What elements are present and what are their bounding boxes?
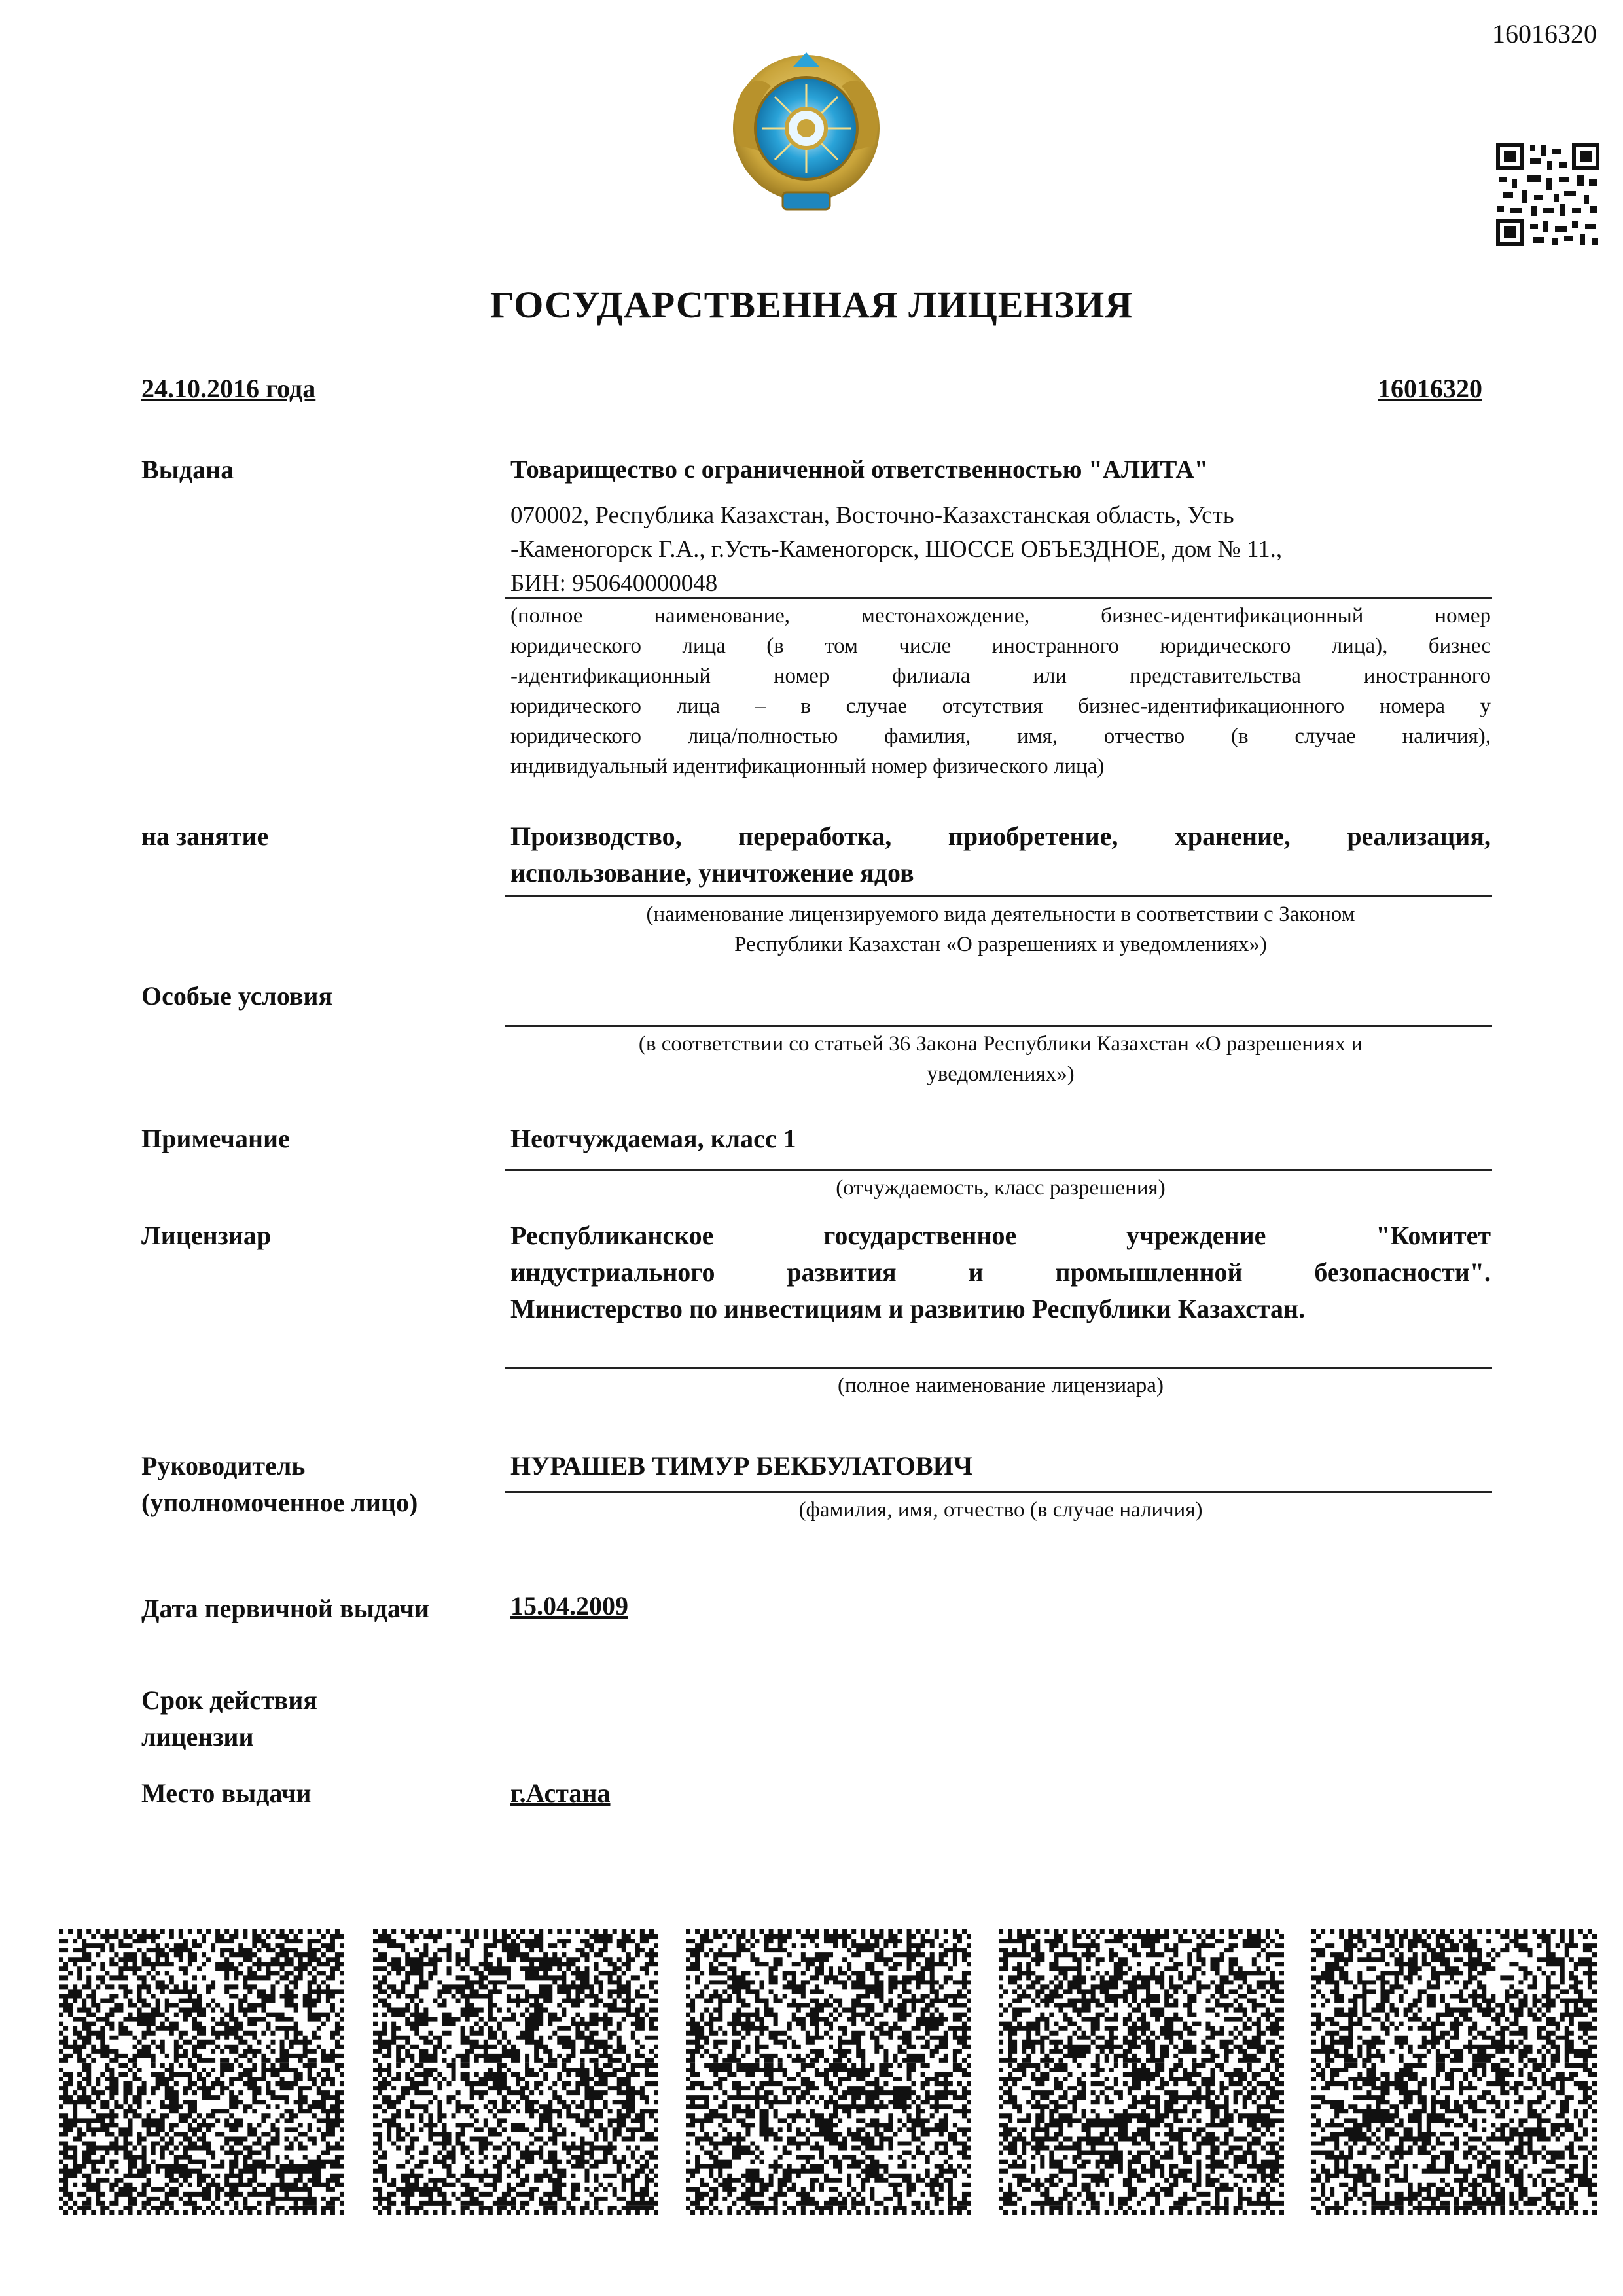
head-rule xyxy=(505,1491,1492,1493)
address-line-2: -Каменогорск Г.А., г.Усть-Каменогорск, ШОССЕ ОБЪЕЗДНОЕ, дом № 11., xyxy=(510,536,1283,563)
licensor-line-3: Министерство по инвестициям и развитию Республики Казахстан. xyxy=(510,1294,1306,1323)
issued-to-label: Выдана xyxy=(141,455,234,484)
activity-rule xyxy=(505,895,1492,897)
issued-to-note xyxy=(510,601,1491,781)
special-conditions-note xyxy=(510,1029,1491,1089)
remark-label: Примечание xyxy=(141,1124,290,1153)
qr-code-bottom xyxy=(999,1929,1284,2215)
head-value: НУРАШЕВ ТИМУР БЕКБУЛАТОВИЧ xyxy=(510,1451,973,1480)
company-name: Товарищество с ограниченной ответственностью "АЛИТА" xyxy=(510,456,1209,484)
note-line: юридического лица – в случае отсутствия бизнес-идентификационного номера у xyxy=(510,694,1491,718)
qr-code-bottom xyxy=(686,1929,971,2215)
special-conditions-note-line-2: уведомлениях») xyxy=(927,1062,1075,1086)
company-address xyxy=(510,499,1491,601)
note-line: (полное наименование, местонахождение, бизнес-идентификационный номер xyxy=(510,604,1491,628)
licensor-line-1: Республиканское государственное учреждение "Комитет xyxy=(510,1221,1491,1250)
address-line-1: 070002, Республика Казахстан, Восточно-Казахстанская область, Усть xyxy=(510,502,1234,529)
activity-line-1: Производство, переработка, приобретение, хранение, реализация, xyxy=(510,821,1491,851)
first-issue-value: 15.04.2009 xyxy=(510,1591,628,1621)
qr-code-bottom xyxy=(1311,1929,1597,2215)
special-conditions-note-line-1: (в соответствии со статьей 36 Закона Республики Казахстан «О разрешениях и xyxy=(638,1032,1363,1056)
first-issue-label: Дата первичной выдачи xyxy=(141,1594,430,1623)
remark-value: Неотчуждаемая, класс 1 xyxy=(510,1124,796,1153)
issue-date: 24.10.2016 года xyxy=(141,374,316,403)
place-value: г.Астана xyxy=(510,1778,611,1808)
note-line: индивидуальный идентификационный номер физического лица) xyxy=(510,755,1105,778)
licensor-label: Лицензиар xyxy=(141,1221,272,1250)
qr-code-bottom xyxy=(59,1929,344,2215)
licensor-note: (полное наименование лицензиара) xyxy=(838,1374,1164,1397)
qr-code-top xyxy=(1496,143,1599,246)
head-note: (фамилия, имя, отчество (в случае наличия) xyxy=(798,1498,1203,1522)
special-conditions-rule xyxy=(505,1025,1492,1027)
activity-note-line-2: Республики Казахстан «О разрешениях и уведомлениях») xyxy=(734,933,1267,956)
licensor-rule xyxy=(505,1367,1492,1369)
licensor-value xyxy=(510,1217,1491,1327)
qr-code-bottom xyxy=(373,1929,658,2215)
special-conditions-label: Особые условия xyxy=(141,981,333,1011)
state-emblem xyxy=(725,47,887,216)
note-line: юридического лица (в том числе иностранного юридического лица), бизнес xyxy=(510,634,1491,658)
document-number-top: 16016320 xyxy=(1492,19,1597,48)
activity-note-line-1: (наименование лицензируемого вида деятельности в соответствии с Законом xyxy=(646,903,1355,926)
head-label-line-2: (уполномоченное лицо) xyxy=(141,1488,418,1517)
activity-label: на занятие xyxy=(141,821,269,851)
validity-label xyxy=(141,1682,317,1755)
note-line: юридического лица/полностью фамилия, имя, отчество (в случае наличия), xyxy=(510,725,1491,748)
licensor-line-2: индустриального развития и промышленной безопасности". xyxy=(510,1257,1491,1287)
document-title: ГОСУДАРСТВЕННАЯ ЛИЦЕНЗИЯ xyxy=(490,283,1133,326)
validity-label-line-2: лицензии xyxy=(141,1722,254,1751)
license-number: 16016320 xyxy=(1378,374,1482,403)
validity-label-line-1: Срок действия xyxy=(141,1685,317,1715)
company-bin: БИН: 950640000048 xyxy=(510,570,718,597)
activity-value xyxy=(510,818,1491,891)
activity-note xyxy=(510,899,1491,960)
head-label-line-1: Руководитель xyxy=(141,1451,306,1480)
remark-note: (отчуждаемость, класс разрешения) xyxy=(836,1176,1166,1200)
head-label xyxy=(141,1448,418,1521)
note-line: -идентификационный номер филиала или представительства иностранного xyxy=(510,664,1491,688)
issued-to-rule xyxy=(505,597,1492,599)
activity-line-2: использование, уничтожение ядов xyxy=(510,858,914,888)
place-label: Место выдачи xyxy=(141,1778,312,1808)
remark-rule xyxy=(505,1169,1492,1171)
